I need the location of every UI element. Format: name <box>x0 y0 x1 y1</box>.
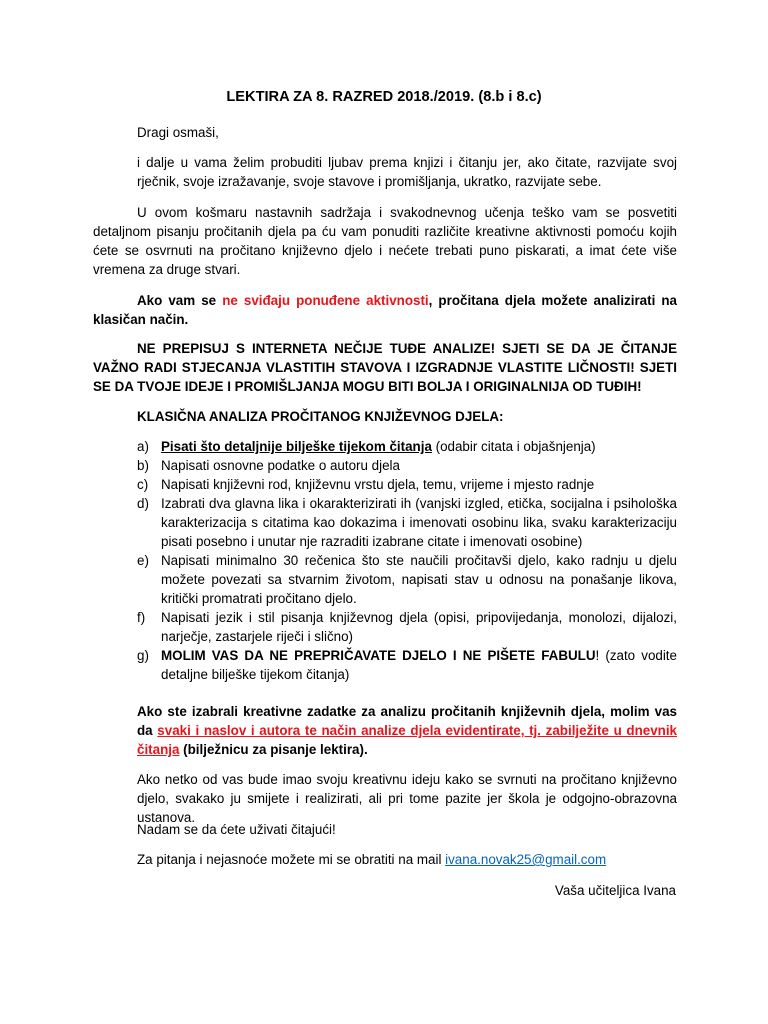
list-item-text: Napisati jezik i stil pisanja književnog djela (opisi, pripovijedanja, monolozi, dijalozi, narječje, zastarjele riječi i slično) <box>161 610 677 644</box>
email-link[interactable]: ivana.novak25@gmail.com <box>445 852 607 867</box>
intro-text: i dalje u vama želim probuditi ljubav prema knjizi i čitanju jer, ako čitate, razvijate svoj rječnik, svoje izražavanje, svoje stavove i promišljanja, ukratko, razvijate sebe. <box>137 155 677 189</box>
list-item-text: (odabir citata i objašnjenja) <box>431 439 596 454</box>
classic-option-highlight: ne sviđaju ponuđene aktivnosti <box>222 293 429 308</box>
analysis-heading: KLASIČNA ANALIZA PROČITANOG KNJIŽEVNOG DJELA: <box>137 409 504 424</box>
list-item <box>137 608 677 646</box>
analysis-list <box>137 437 677 684</box>
list-marker: a) <box>137 439 149 454</box>
list-marker: b) <box>137 458 149 473</box>
signature: Vaša učiteljica Ivana <box>554 883 676 898</box>
list-marker: c) <box>137 477 149 492</box>
list-item <box>137 456 677 475</box>
warning-paragraph: NE PREPISUJ S INTERNETA NEČIJE TUĐE ANALIZE! SJETI SE DA JE ČITANJE VAŽNO RADI STJECANJA VLASTITIH STAVOVA I IZGRADNJE VLASTITE LIČNOSTI! SJETI SE DA TVOJE IDEJE I PROMIŠLJANJA MOGU BITI BOLJA I ORIGINALNIJA OD TUĐIH! <box>93 341 677 394</box>
list-marker: g) <box>137 648 149 663</box>
creative-text-end: (bilježnicu za pisanje lektira). <box>179 742 368 757</box>
list-item <box>137 551 677 608</box>
list-item-emphasis: MOLIM VAS DA NE PREPRIČAVATE DJELO I NE PIŠETE FABULU <box>161 648 596 663</box>
classic-option-text-end: , pročitana djela možete analizirati na klasičan način. <box>93 293 677 327</box>
enjoy-line: Nadam se da ćete uživati čitajući! <box>137 822 336 837</box>
document-title: LEKTIRA ZA 8. RAZRED 2018./2019. (8.b i 8.c) <box>226 89 542 105</box>
contact-text: Za pitanja i nejasnoće možete mi se obratiti na mail <box>137 852 446 867</box>
list-item <box>137 494 677 551</box>
list-item-emphasis: Pisati što detaljnije bilješke tijekom čitanja <box>161 439 432 454</box>
creative-text: Ako ste izabrali kreativne zadatke za analizu pročitanih književnih djela, molim vas da <box>137 704 677 738</box>
busy-paragraph: U ovom košmaru nastavnih sadržaja i svakodnevnog učenja teško vam se posvetiti detaljnom pisanju pročitanih djela pa ću vam ponuditi različite kreativne aktivnosti pomoću kojih ćete se osvrnuti na pročitano književno djelo i nećete trebati puno piskarati, a imat ćete više vremena za druge stvari. <box>93 205 677 277</box>
list-marker: f) <box>137 610 146 625</box>
list-item-text: Napisati književni rod, književnu vrstu djela, temu, vrijeme i mjesto radnje <box>161 477 595 492</box>
list-item-text: Napisati minimalno 30 rečenica što ste naučili pročitavši djelo, kako radnju u djelu možete povezati sa stvarnim životom, napisati stav u odnosu na ponašanje likova, kritički promatrati pročitano djelo. <box>161 553 677 606</box>
creative-highlight: svaki i naslov i autora te način analize djela evidentirate, tj. zabilježite u dnevnik čitanja <box>137 723 677 757</box>
greeting: Dragi osmaši, <box>137 125 219 140</box>
list-item <box>137 646 677 684</box>
creative-paragraph <box>137 702 677 759</box>
classic-option-paragraph <box>93 291 677 329</box>
list-item-text: Izabrati dva glavna lika i okarakterizirati ih (vanjski izgled, etička, socijalna i psihološka karakterizacija s citatima kao dokazima i imenovati osobinu lika, svaku karakterizaciju pisati posebno i unutar nje razraditi izabrane citate i imenovati osobine) <box>161 496 677 549</box>
list-item <box>137 475 677 494</box>
idea-paragraph: Ako netko od vas bude imao svoju kreativnu ideju kako se svrnuti na pročitano književno djelo, svakako ju smijete i realizirati, ali pri tome pazite jer škola je odgojno-obrazovna ustanova. <box>137 772 677 825</box>
list-item <box>137 437 677 456</box>
classic-option-text: Ako vam se <box>137 293 223 308</box>
intro-paragraph <box>137 153 677 191</box>
list-marker: d) <box>137 496 149 511</box>
list-marker: e) <box>137 553 149 568</box>
contact-line <box>137 850 606 869</box>
list-item-text: ! (zato vodite detaljne bilješke tijekom čitanja) <box>161 648 677 682</box>
list-item-text: Napisati osnovne podatke o autoru djela <box>161 458 400 473</box>
